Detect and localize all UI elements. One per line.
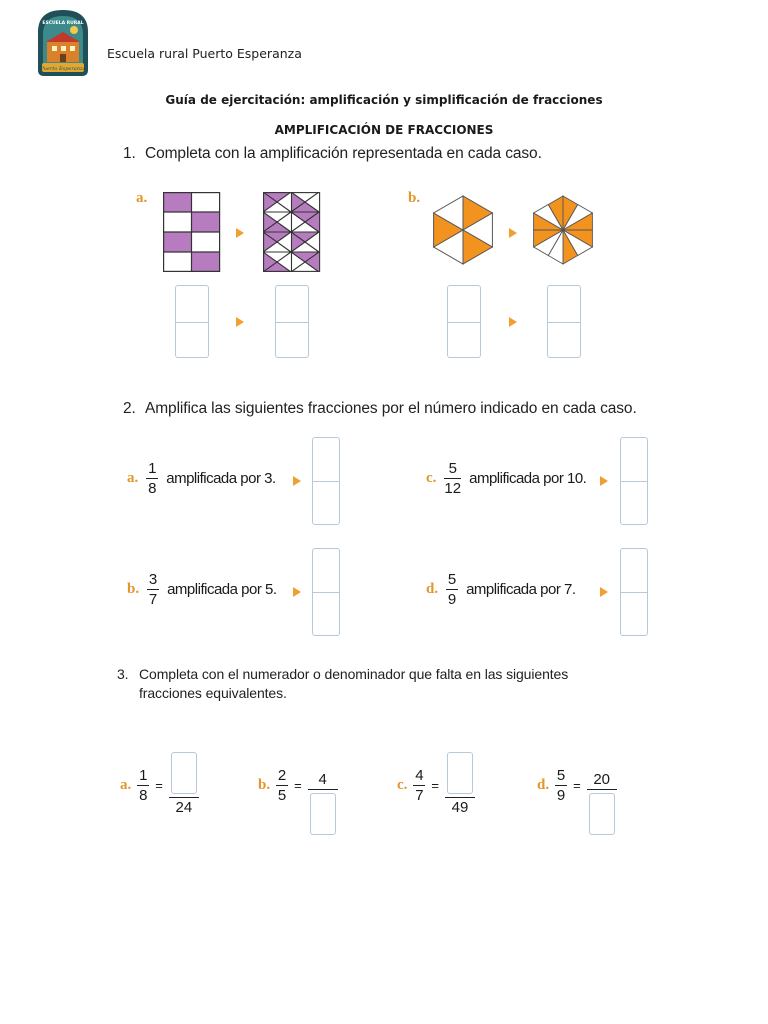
arrow-icon [600, 476, 608, 486]
item-label: c. [397, 776, 408, 793]
equals-sign: = [294, 777, 302, 793]
q2-item-b [127, 571, 277, 608]
question-number: 1. [123, 145, 136, 162]
question-number: 2. [123, 400, 136, 417]
q2-item-d [426, 571, 576, 608]
arrow-icon [600, 587, 608, 597]
question-text-cont: fracciones equivalentes. [139, 685, 287, 701]
fraction: $\frac{5}{12}$ [444, 460, 462, 497]
arrow-icon [509, 317, 517, 327]
item-label-b: b. [408, 190, 421, 206]
q3-item-d [537, 735, 617, 835]
equals-sign: = [155, 777, 163, 793]
q3-item-a [120, 735, 199, 835]
item-text: amplificada por 5. [167, 581, 277, 598]
svg-text:Puerto Esperanza: Puerto Esperanza [40, 66, 86, 72]
fraction: $\frac{4}{7}$ [415, 766, 424, 804]
fraction-missing-denominator: 4 [308, 771, 338, 835]
fraction: $\frac{5}{9}$ [556, 766, 566, 804]
item-label: a. [120, 776, 132, 793]
fraction-hexagon-original [432, 195, 494, 270]
q2-item-a [127, 460, 276, 497]
school-logo [34, 8, 92, 78]
arrow-icon [293, 587, 301, 597]
answer-box[interactable] [547, 285, 581, 358]
fraction-grid-amplified [263, 192, 321, 277]
arrow-icon [236, 228, 244, 238]
answer-box[interactable] [310, 793, 336, 835]
arrow-icon [236, 317, 244, 327]
question-text: Amplifica las siguientes fracciones por el número indicado en cada caso. [145, 400, 637, 417]
section-title: AMPLIFICACIÓN DE FRACCIONES [274, 123, 494, 137]
item-label: d. [537, 776, 550, 793]
answer-box[interactable] [620, 437, 648, 525]
answer-box[interactable] [447, 285, 481, 358]
answer-box[interactable] [175, 285, 209, 358]
fraction-missing-numerator: 24 [169, 752, 199, 816]
item-text: amplificada por 3. [166, 470, 276, 487]
fraction-missing-numerator: 49 [445, 752, 475, 816]
q3-item-b [258, 735, 338, 835]
fraction: $\frac{1}{8}$ [139, 766, 148, 804]
arrow-icon [509, 228, 517, 238]
question-2 [123, 400, 637, 418]
question-1 [123, 145, 542, 163]
equals-sign: = [573, 777, 581, 793]
item-label-a: a. [136, 190, 148, 206]
fraction-missing-denominator: 20 [587, 771, 617, 835]
fraction: $\frac{5}{9}$ [447, 571, 457, 608]
question-3 [117, 665, 568, 703]
item-text: amplificada por 7. [466, 581, 576, 598]
fraction-grid-original [163, 192, 221, 277]
item-label: c. [426, 470, 437, 486]
answer-box[interactable] [312, 437, 340, 525]
question-number: 3. [117, 666, 129, 682]
answer-box[interactable] [589, 793, 615, 835]
fraction-hexagon-amplified [532, 195, 594, 270]
fraction: $\frac{1}{8}$ [148, 460, 157, 497]
equals-sign: = [431, 777, 440, 793]
fraction: $\frac{2}{5}$ [277, 766, 287, 804]
item-label: b. [258, 776, 271, 793]
fraction: $\frac{3}{7}$ [148, 571, 158, 608]
answer-box[interactable] [275, 285, 309, 358]
item-label: d. [426, 581, 439, 597]
arrow-icon [293, 476, 301, 486]
answer-box[interactable] [620, 548, 648, 636]
q2-item-c [426, 460, 586, 497]
answer-box[interactable] [312, 548, 340, 636]
svg-text:ESCUELA RURAL: ESCUELA RURAL [42, 21, 84, 26]
school-name: Escuela rural Puerto Esperanza [107, 46, 302, 61]
answer-box[interactable] [171, 752, 197, 794]
q3-item-c [397, 735, 475, 835]
question-text: Completa con la amplificación representada en cada caso. [145, 145, 542, 162]
question-text: Completa con el numerador o denominador que falta en las siguientes [139, 666, 569, 682]
item-label: a. [127, 470, 139, 486]
document-title: Guía de ejercitación: amplificación y simplificación de fracciones [165, 93, 603, 107]
item-label: b. [127, 581, 140, 597]
item-text: amplificada por 10. [469, 470, 587, 487]
answer-box[interactable] [447, 752, 473, 794]
